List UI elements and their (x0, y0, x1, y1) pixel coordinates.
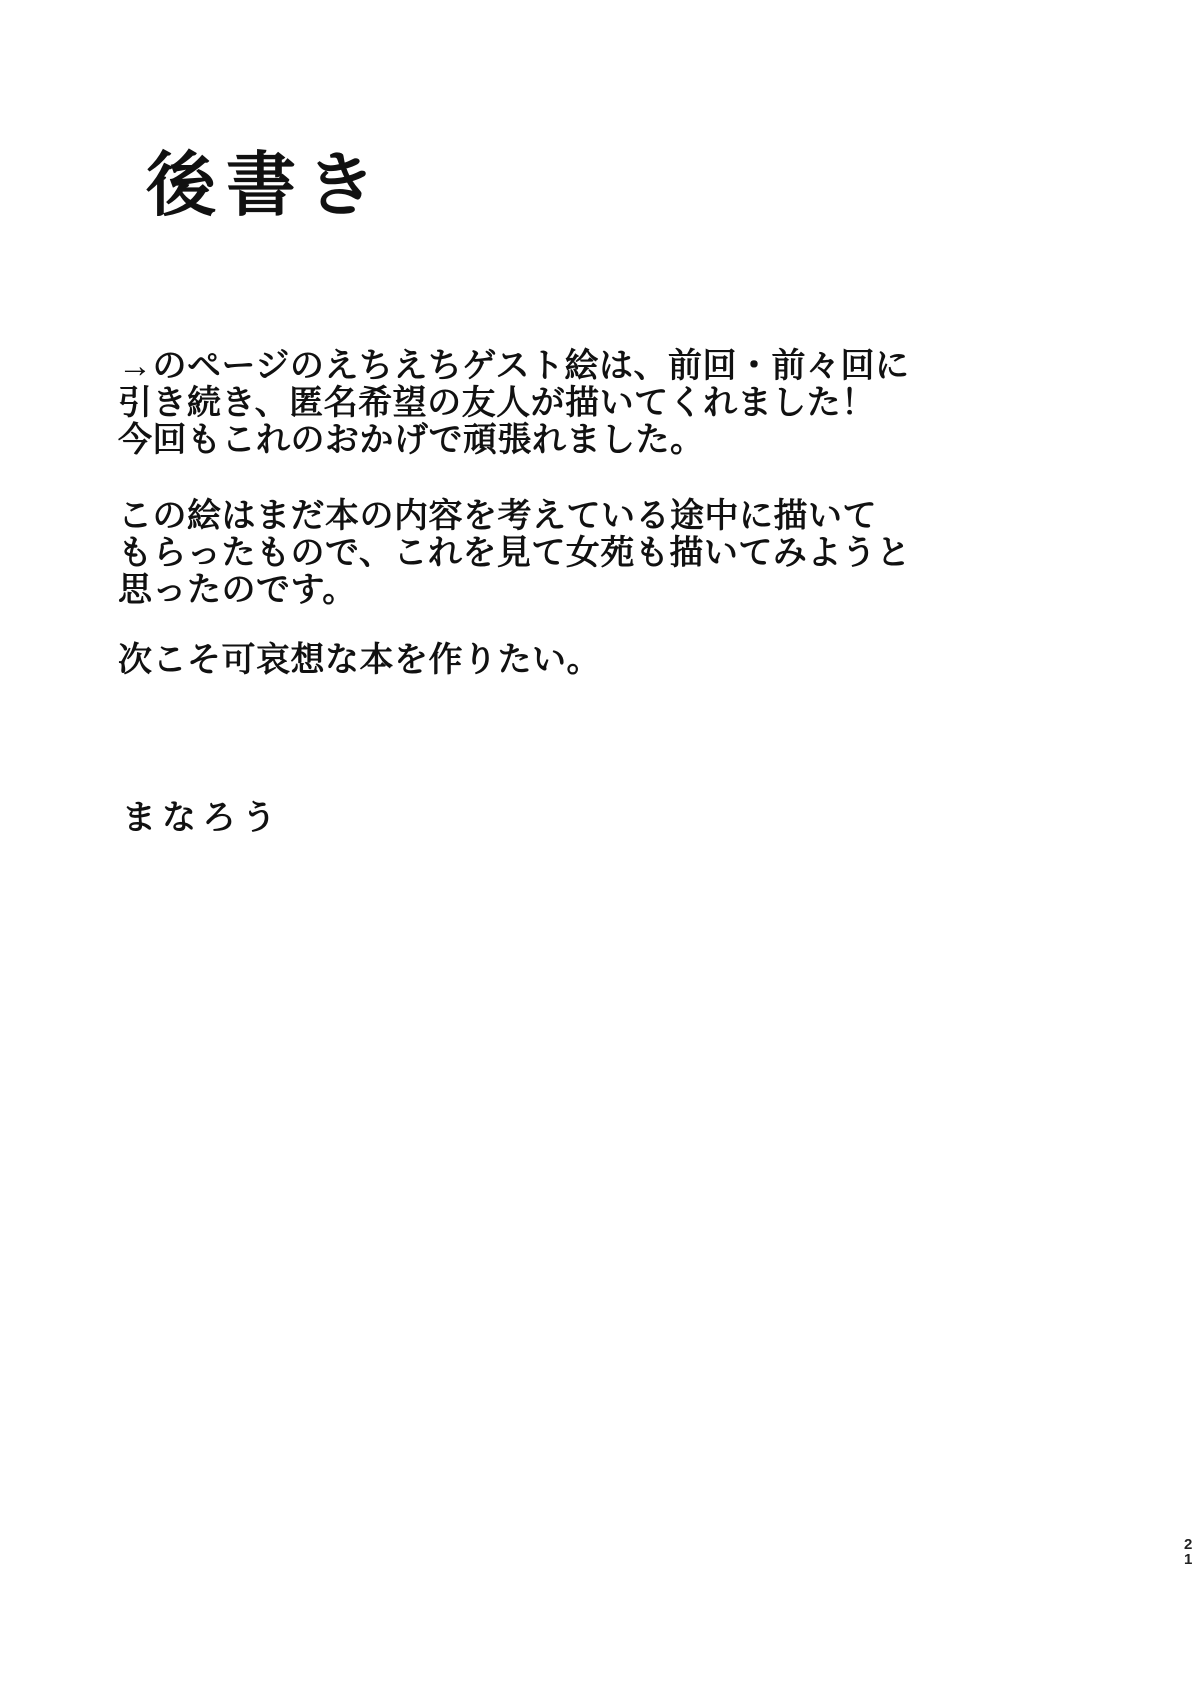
paragraph-2 (118, 498, 911, 609)
paragraph-line: 引き続き、匿名希望の友人が描いてくれました！ (118, 384, 876, 422)
paragraph-line: 思ったのです。 (118, 571, 357, 609)
paragraph-line: 次こそ可哀想な本を作りたい。 (118, 641, 601, 679)
page-number-digit: 1 (1184, 1551, 1193, 1568)
page-number (1184, 1537, 1192, 1567)
author-name: まなろう (122, 799, 282, 837)
paragraph-3 (118, 642, 601, 679)
page-number-digit: 2 (1184, 1536, 1193, 1553)
paragraph-1 (118, 348, 909, 459)
paragraph-line: もらったもので、これを見て女苑も描いてみようと (118, 534, 911, 572)
paragraph-line: この絵はまだ本の内容を考えている途中に描いて (118, 497, 877, 535)
page-title: 後書き (146, 146, 386, 224)
paragraph-line: 今回もこれのおかげで頑張れました。 (118, 421, 705, 459)
paragraph-line: →のページのえちえちゲスト絵は、前回・前々回に (118, 347, 910, 385)
